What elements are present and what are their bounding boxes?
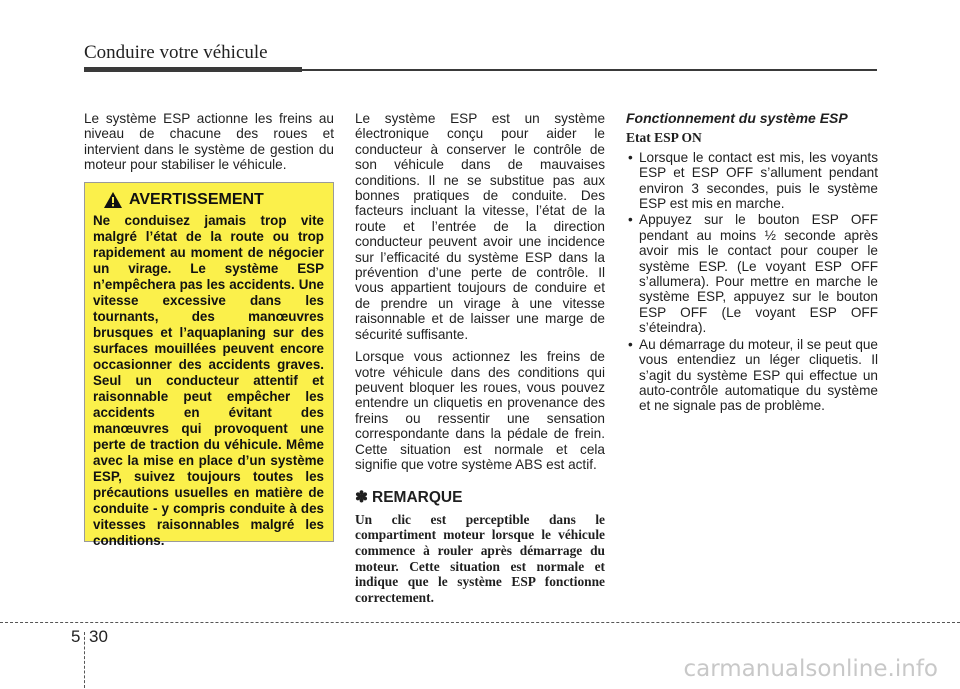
warning-header <box>93 191 324 209</box>
esp-description-paragraph: Le système ESP est un système électronique conçu pour aider le conducteur à conserver le contrôle de son véhicule dans de mauvaises conditions. Il ne se substitue pas aux bonnes pratiques de conduite. Des facteurs incluant la vitesse, l’état de la route et l’entrée de la direction conducteur peuvent avoir une incidence sur l’efficacité du système ESP dans la prévention d’une perte de contrôle. Il vous appartient toujours de conduire et de prendre un virage à une vitesse raisonnable et de laisser une marge de sécurité suffisante. <box>355 111 605 342</box>
list-item: • Au démarrage du moteur, il se peut que vous entendiez un léger cliquetis. Il s’agit du système ESP qui effectue un auto-contrôle automatique du système et ne signale pas de problème. <box>626 337 878 414</box>
remark-symbol-icon: ✽ <box>355 489 368 507</box>
column-middle <box>355 111 605 605</box>
column-left <box>84 111 334 180</box>
abs-paragraph: Lorsque vous actionnez les freins de votre véhicule dans des conditions qui peuvent bloquer les roues, vous pouvez entendre un cliquetis en provenance des freins ou ressentir une sensation correspondante dans la pédale de frein. Cette situation est normale et cela signifie que votre système ABS est actif. <box>355 349 605 472</box>
warning-title: AVERTISSEMENT <box>129 191 264 208</box>
footer-dashed-rule <box>0 622 960 623</box>
remark-text: Un clic est perceptible dans le compartiment moteur lorsque le véhicule commence à rouler après démarrage du moteur. Cette situation est normale et indique que le système ESP fonctionne correctement. <box>355 511 605 605</box>
header-rule-thin <box>302 69 877 71</box>
footer-dashed-divider <box>84 632 85 688</box>
bullet-list <box>626 150 878 414</box>
subheading-esp-on: Etat ESP ON <box>626 130 702 146</box>
header-rule-thick <box>84 67 302 72</box>
intro-paragraph: Le système ESP actionne les freins au niveau de chacune des roues et intervient dans le système de gestion du moteur pour stabiliser le véhicule. <box>84 111 334 173</box>
section-title: Fonctionnement du système ESP <box>626 110 848 126</box>
list-item: • Lorsque le contact est mis, les voyants ESP et ESP OFF s’allument pendant environ 3 secondes, puis le système ESP est mis en marche. <box>626 150 878 212</box>
column-right <box>626 111 878 415</box>
chapter-number: 5 <box>71 627 81 646</box>
remark-title: REMARQUE <box>372 489 463 507</box>
list-item: • Appuyez sur le bouton ESP OFF pendant au moins ½ seconde après avoir mis le contact pour couper le système ESP. (Le voyant ESP OFF s’allumera). Pour mettre en marche le système ESP, appuyez sur le bouton ESP OFF (Le voyant ESP OFF s’éteindra). <box>626 212 878 335</box>
page-number: 30 <box>89 627 108 646</box>
warning-triangle-icon <box>103 191 123 209</box>
remark-header <box>355 490 605 505</box>
warning-text: Ne conduisez jamais trop vite malgré l’état de la route ou trop rapidement au moment de négocier un virage. Le système ESP n’empêchera pas les accidents. Une vitesse excessive dans les tournants, des manœuvres brusques et l’aquaplaning sur des surfaces mouillées peuvent encore occasionner des accidents graves. Seul un conducteur attentif et raisonnable peut empêcher les accidents en évitant des manœuvres qui provoquent une perte de traction du véhicule. Même avec la mise en place d’un système ESP, suivez toujours toutes les précautions usuelles en matière de conduite - y compris conduite à des vitesses raisonnables malgré les conditions. <box>93 213 324 548</box>
page-header-title: Conduire votre véhicule <box>84 42 268 63</box>
watermark: carmanualsonline.info <box>683 656 938 682</box>
warning-box <box>84 182 334 548</box>
